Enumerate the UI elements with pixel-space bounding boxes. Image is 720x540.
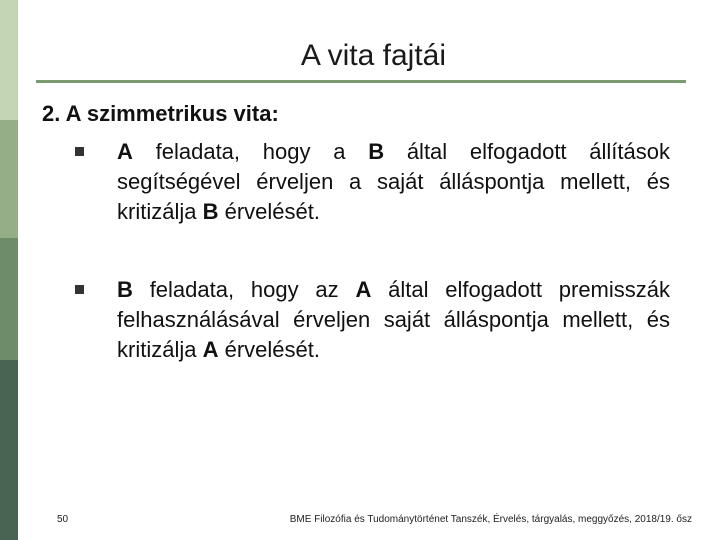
slide-title: A vita fajtái <box>300 39 446 72</box>
bullet-text: A feladata, hogy a B által elfogadott állítások segítségével érveljen a saját álláspontja mellett, és kritizálja B érvelését. <box>117 139 670 224</box>
sidebar-band-3 <box>0 238 18 360</box>
sidebar-band-4 <box>0 360 18 540</box>
sidebar-band-2 <box>0 120 18 238</box>
sidebar-band-1 <box>0 0 18 120</box>
square-bullet-icon <box>75 285 84 294</box>
bullet-item-1 <box>75 137 670 227</box>
bullet-item-2 <box>75 275 670 365</box>
bullet-text: B feladata, hogy az A által elfogadott premisszák felhasználásával érveljen saját álláspontja mellett, és kritizálja A érvelését. <box>117 277 670 362</box>
footer-text: BME Filozófia és Tudománytörténet Tanszék, Érvelés, tárgyalás, meggyőzés, 2018/19. ősz <box>289 514 692 525</box>
slide-number: 50 <box>57 514 69 525</box>
title-divider <box>36 80 686 83</box>
square-bullet-icon <box>75 147 84 156</box>
section-heading: 2. A szimmetrikus vita: <box>42 101 279 126</box>
